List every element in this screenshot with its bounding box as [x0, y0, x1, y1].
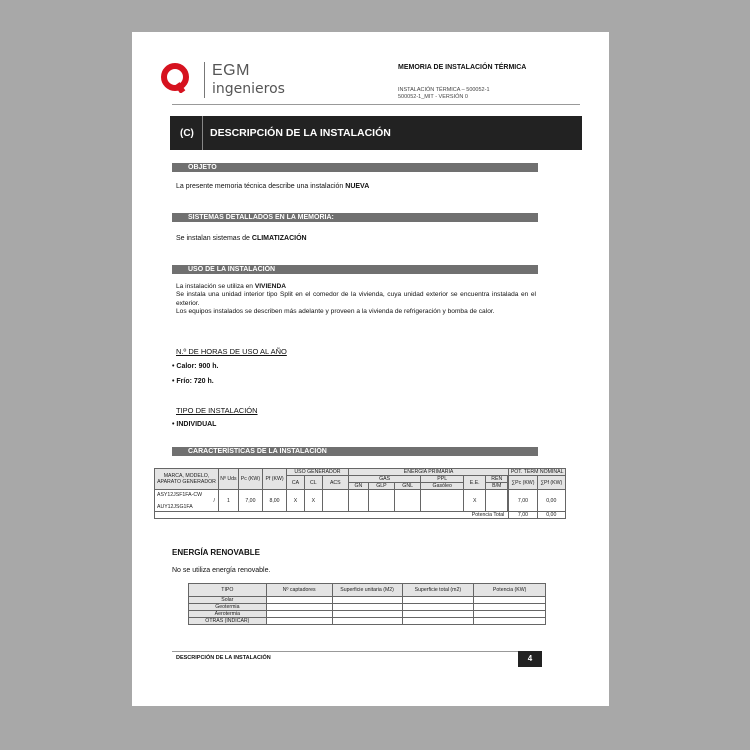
- cell-ee: X: [464, 490, 486, 512]
- uso-heading: USO DE LA INSTALACIÓN: [172, 265, 538, 274]
- total-pf: 0,00: [537, 512, 565, 519]
- cell-pc: 7,00: [238, 490, 262, 512]
- footer-text: DESCRIPCIÓN DE LA INSTALACIÓN: [176, 655, 271, 661]
- uso-paragraph: La instalación se utiliza en VIVIENDA Se instala una unidad interior tipo Split en el comedor de la vivienda, cuya unidad exterior se encuentra instalada en el exterior. Los equipos instalados se describen más adelante y proveen a la vivienda de refrigeración y bomba de calor.: [176, 283, 536, 316]
- table-row: Geotermia: [189, 604, 546, 611]
- tipo-item: • INDIVIDUAL: [172, 421, 217, 428]
- section-banner: [170, 116, 582, 150]
- cell-marca: ASY12JSF1FA-CW / AUY12JSG1FA: [155, 490, 219, 512]
- col-acs: ACS: [322, 476, 348, 490]
- header-rule: [172, 104, 580, 105]
- col-energia: ENERGÍA PRIMARIA: [348, 469, 508, 476]
- col-gn: GN: [348, 483, 368, 490]
- col-uso: USO GENERADOR: [287, 469, 349, 476]
- rcol-tipo: TIPO: [189, 584, 267, 597]
- table-row: Aerotermia: [189, 611, 546, 618]
- sistemas-heading: SISTEMAS DETALLADOS EN LA MEMORIA:: [172, 213, 538, 222]
- tipo-heading: TIPO DE INSTALACIÓN: [176, 406, 258, 415]
- caract-heading: CARACTERÍSTICAS DE LA INSTALACIÓN: [172, 447, 538, 456]
- col-gnl: GNL: [395, 483, 421, 490]
- rcol-sup-unit: Superficie unitaria (M2): [332, 584, 402, 597]
- table-row: Solar: [189, 597, 546, 604]
- doc-ref-1: INSTALACIÓN TÉRMICA – 500052-1: [398, 87, 490, 93]
- doc-ref-2: 500052-1_MIT - VERSIÓN 0: [398, 94, 468, 100]
- sistemas-text: Se instalan sistemas de CLIMATIZACIÓN: [176, 235, 307, 242]
- col-ca: CA: [287, 476, 305, 490]
- col-spc: ∑Pc (KW): [509, 476, 537, 490]
- horas-frio: • Frío: 720 h.: [172, 378, 214, 385]
- logo-subtitle: ingenieros: [212, 81, 285, 97]
- cell-spf: 0,00: [537, 490, 565, 512]
- section-title: DESCRIPCIÓN DE LA INSTALACIÓN: [210, 127, 391, 139]
- doc-title: MEMORIA DE INSTALACIÓN TÉRMICA: [398, 64, 527, 71]
- col-pf: Pf (KW): [262, 469, 286, 490]
- objeto-text: La presente memoria técnica describe una instalación NUEVA: [176, 183, 370, 190]
- rcol-captadores: Nº captadores: [266, 584, 332, 597]
- logo-divider: [204, 62, 205, 98]
- page-number: 4: [518, 651, 542, 667]
- section-letter: (C): [180, 128, 194, 139]
- renewable-table: [188, 583, 546, 625]
- col-gasoleo: Gasóleo: [421, 483, 464, 490]
- total-row: [155, 512, 566, 519]
- renovable-heading: ENERGÍA RENOVABLE: [172, 548, 261, 557]
- cell-spc: 7,00: [509, 490, 537, 512]
- document-page: [132, 32, 609, 706]
- table-row: OTRAS (INDICAR): [189, 618, 546, 625]
- egm-logo-icon: [160, 63, 190, 93]
- col-bm: B/M: [486, 483, 508, 490]
- horas-heading: N.º DE HORAS DE USO AL AÑO: [176, 347, 287, 356]
- col-num: Nº Uds: [218, 469, 238, 490]
- col-glp: GLP: [368, 483, 394, 490]
- col-cl: CL: [304, 476, 322, 490]
- table-row: [155, 490, 566, 512]
- logo-name: EGM: [212, 62, 250, 79]
- col-ren: REN: [486, 476, 508, 483]
- col-marca: MARCA, MODELO, APARATO GENERADOR: [155, 469, 219, 490]
- rcol-potencia: Potencia (KW): [474, 584, 546, 597]
- footer-rule: [172, 651, 540, 652]
- banner-divider: [202, 116, 203, 150]
- cell-cl: X: [304, 490, 322, 512]
- cell-pf: 8,00: [262, 490, 286, 512]
- col-pc: Pc (KW): [238, 469, 262, 490]
- total-label: Potencia Total: [155, 512, 509, 519]
- cell-ca: X: [287, 490, 305, 512]
- renovable-note: No se utiliza energía renovable.: [172, 567, 271, 574]
- cell-num: 1: [218, 490, 238, 512]
- col-spf: ∑Pf (KW): [537, 476, 565, 490]
- col-ee: E.E.: [464, 476, 486, 490]
- col-ppl: PPL: [421, 476, 464, 483]
- objeto-heading: OBJETO: [172, 163, 538, 172]
- rcol-sup-total: Superficie total (m2): [402, 584, 474, 597]
- col-gas: GAS: [348, 476, 420, 483]
- col-pot: POT. TERM NOMINAL: [509, 469, 566, 476]
- total-pc: 7,00: [509, 512, 537, 519]
- characteristics-table: [154, 468, 566, 519]
- horas-calor: • Calor: 900 h.: [172, 363, 219, 370]
